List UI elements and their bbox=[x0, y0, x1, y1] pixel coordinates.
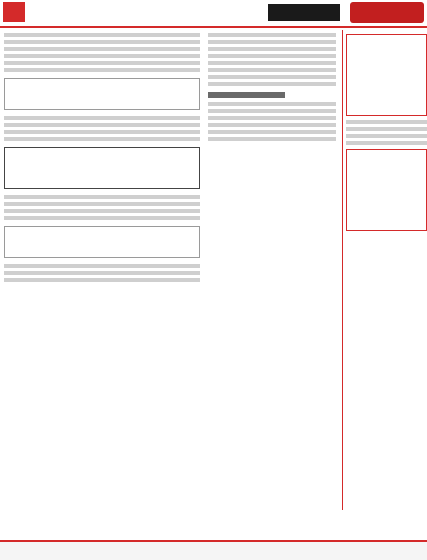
text-line bbox=[208, 33, 336, 37]
text-line bbox=[4, 47, 200, 51]
text-line bbox=[4, 202, 200, 206]
text-line bbox=[208, 123, 336, 127]
text-line bbox=[208, 61, 336, 65]
section-heading bbox=[208, 92, 285, 98]
page-footer bbox=[0, 540, 427, 560]
text-line bbox=[208, 75, 336, 79]
text-line bbox=[208, 82, 336, 86]
text-line bbox=[4, 40, 200, 44]
text-line bbox=[346, 141, 427, 145]
figure bbox=[4, 226, 200, 258]
text-line bbox=[208, 137, 336, 141]
text-line bbox=[4, 137, 200, 141]
text-line bbox=[4, 195, 200, 199]
text-line bbox=[208, 116, 336, 120]
text-line bbox=[208, 109, 336, 113]
text-line bbox=[4, 54, 200, 58]
text-line bbox=[4, 216, 200, 220]
column-middle bbox=[208, 30, 336, 510]
text-line bbox=[4, 271, 200, 275]
figure bbox=[4, 78, 200, 110]
text-line bbox=[4, 33, 200, 37]
text-line bbox=[4, 123, 200, 127]
text-line bbox=[208, 40, 336, 44]
text-line bbox=[208, 130, 336, 134]
data-table bbox=[4, 147, 200, 189]
publisher-logo bbox=[350, 2, 424, 23]
text-line bbox=[346, 134, 427, 138]
text-line bbox=[4, 264, 200, 268]
text-line bbox=[4, 68, 200, 72]
text-line bbox=[346, 120, 427, 124]
text-line bbox=[4, 61, 200, 65]
sidebar-box bbox=[346, 149, 427, 231]
page-header bbox=[0, 0, 427, 28]
text-line bbox=[4, 116, 200, 120]
text-line bbox=[208, 47, 336, 51]
text-line bbox=[4, 130, 200, 134]
text-line bbox=[4, 209, 200, 213]
text-line bbox=[208, 68, 336, 72]
sidebar bbox=[342, 30, 427, 510]
text-line bbox=[4, 278, 200, 282]
column-left bbox=[4, 30, 200, 510]
section-marker bbox=[3, 2, 25, 22]
masthead-title bbox=[268, 4, 340, 21]
sidebar-box bbox=[346, 34, 427, 116]
text-line bbox=[208, 102, 336, 106]
text-line bbox=[346, 127, 427, 131]
text-line bbox=[208, 54, 336, 58]
